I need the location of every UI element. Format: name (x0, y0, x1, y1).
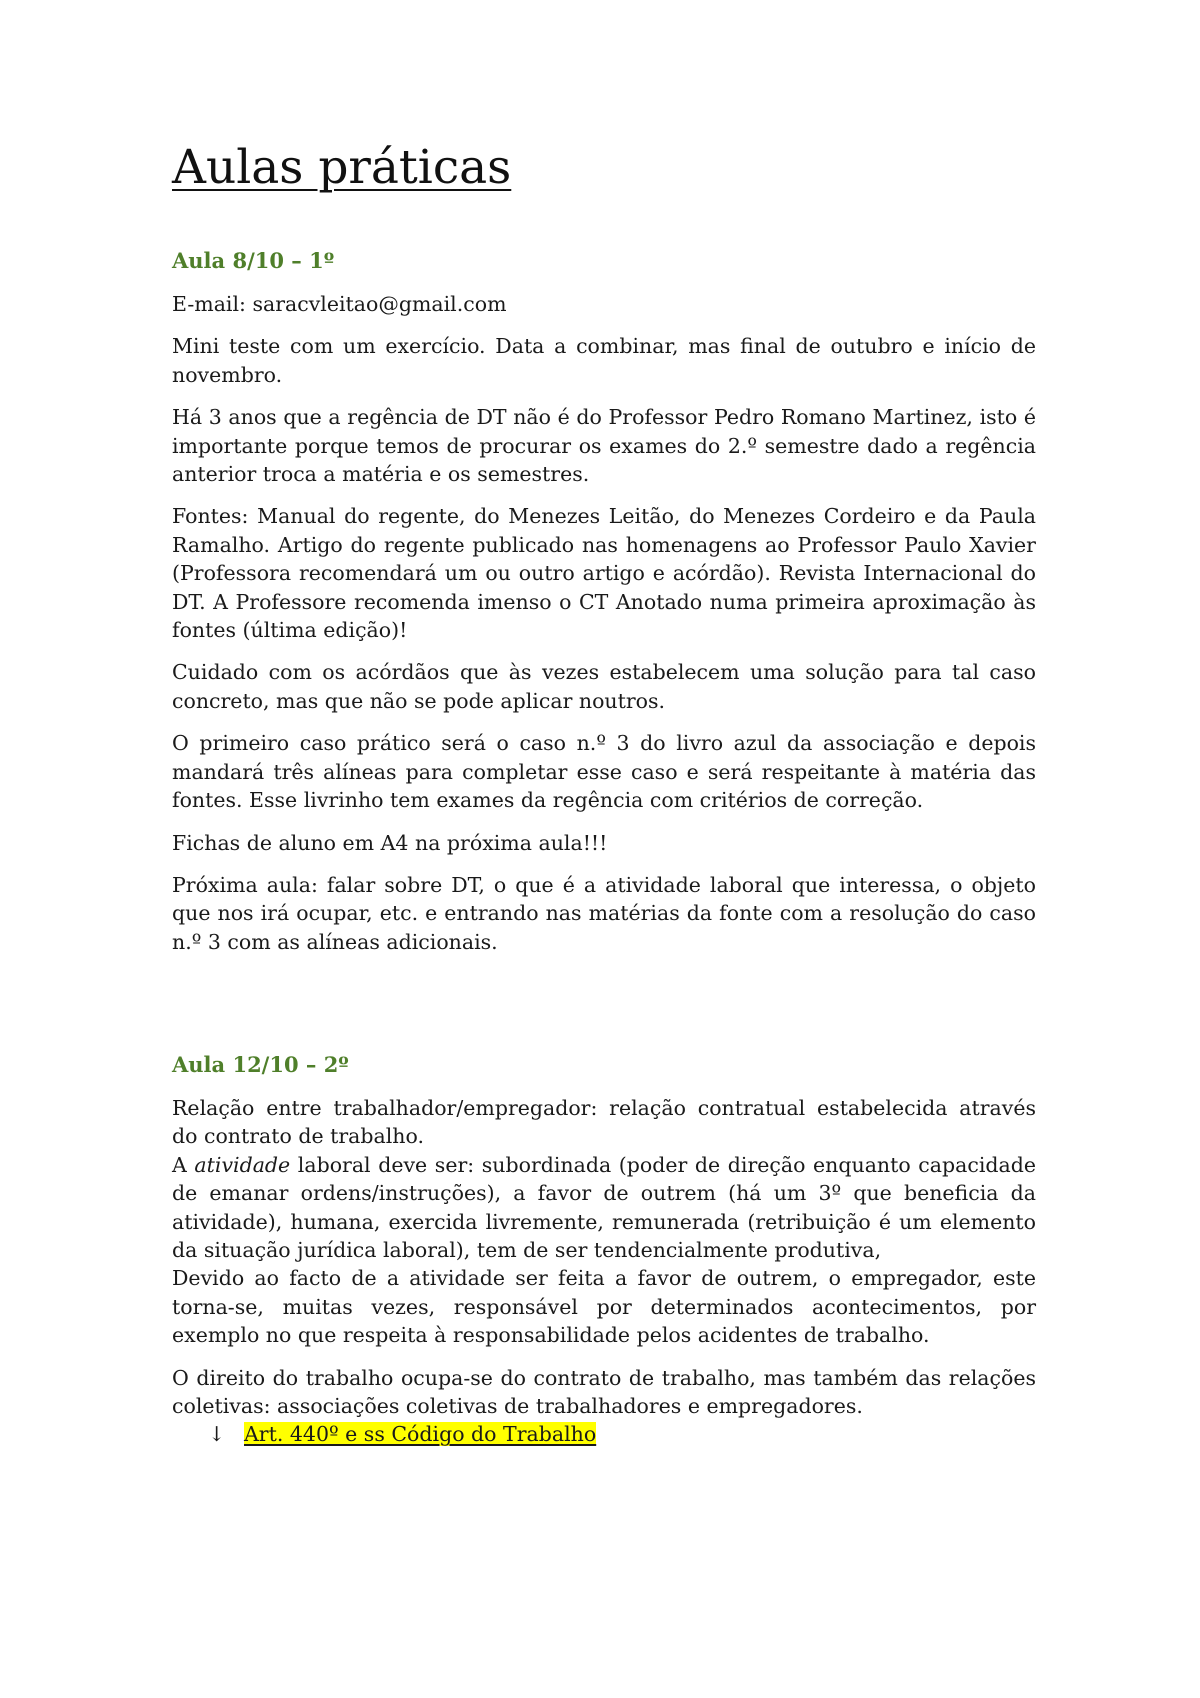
document-title: Aulas práticas (172, 140, 512, 195)
paragraph: Relação entre trabalhador/empregador: relação contratual estabelecida através do contrato de trabalho. (172, 1096, 1036, 1149)
paragraph: Fontes: Manual do regente, do Menezes Leitão, do Menezes Cordeiro e da Paula Ramalho. Artigo do regente publicado nas homenagens ao Professor Paulo Xavier (Professora recomendará um ou outro artigo e acórdão). Revista Internacional do DT. A Professore recomenda imenso o CT Anotado numa primeira aproximação às fontes (última edição)! (172, 504, 1036, 643)
text-prefix: A (172, 1152, 195, 1177)
text-rest: laboral deve ser: subordinada (poder de direção enquanto capacidade de emanar ordens/instruções), a favor de outrem (há um 3º que beneficia da atividade), humana, exercida livremente, remunerada (retribuição é um elemento da situação jurídica laboral), tem de ser tendencialmente produtiva, (172, 1152, 1036, 1263)
paragraph: Há 3 anos que a regência de DT não é do Professor Pedro Romano Martinez, isto é importante porque temos de procurar os exames do 2.º semestre dado a regência anterior troca a matéria e os semestres. (172, 405, 1036, 487)
paragraph: Devido ao facto de a atividade ser feita a favor de outrem, o empregador, este torna-se, muitas vezes, responsável por determinados acontecimentos, por exemplo no que respeita à responsabilidade pelos acidentes de trabalho. (172, 1266, 1036, 1348)
paragraph: Cuidado com os acórdãos que às vezes estabelecem uma solução para tal caso concreto, mas que não se pode aplicar noutros. (172, 660, 1036, 713)
paragraph: Mini teste com um exercício. Data a combinar, mas final de outubro e início de novembro. (172, 334, 1036, 387)
section-heading: Aula 12/10 – 2º (172, 1052, 349, 1077)
down-arrow-icon: ↓ (208, 1422, 226, 1447)
email-line: E-mail: saracvleitao@gmail.com (172, 292, 507, 316)
paragraph: O primeiro caso prático será o caso n.º 3 do livro azul da associação e depois mandará três alíneas para completar esse caso e será respeitante à matéria das fontes. Esse livrinho tem exames da regência com critérios de correção. (172, 731, 1036, 813)
paragraph: Próxima aula: falar sobre DT, o que é a atividade laboral que interessa, o objeto que nos irá ocupar, etc. e entrando nas matérias da fonte com a resolução do caso n.º 3 com as alíneas adicionais. (172, 872, 1036, 954)
section-aula-2 (172, 1050, 1036, 1449)
section-heading: Aula 8/10 – 1º (172, 248, 335, 273)
section-aula-1 (172, 246, 1036, 970)
bullet-item (172, 1420, 1036, 1448)
paragraph: Fichas de aluno em A4 na próxima aula!!! (172, 830, 608, 855)
highlighted-reference: Art. 440º e ss Código do Trabalho (244, 1422, 597, 1447)
emphasis-text: atividade (194, 1152, 291, 1177)
paragraph (172, 1151, 1036, 1265)
paragraph: O direito do trabalho ocupa-se do contrato de trabalho, mas também das relações coletivas: associações coletivas de trabalhadores e empregadores. (172, 1365, 1036, 1419)
